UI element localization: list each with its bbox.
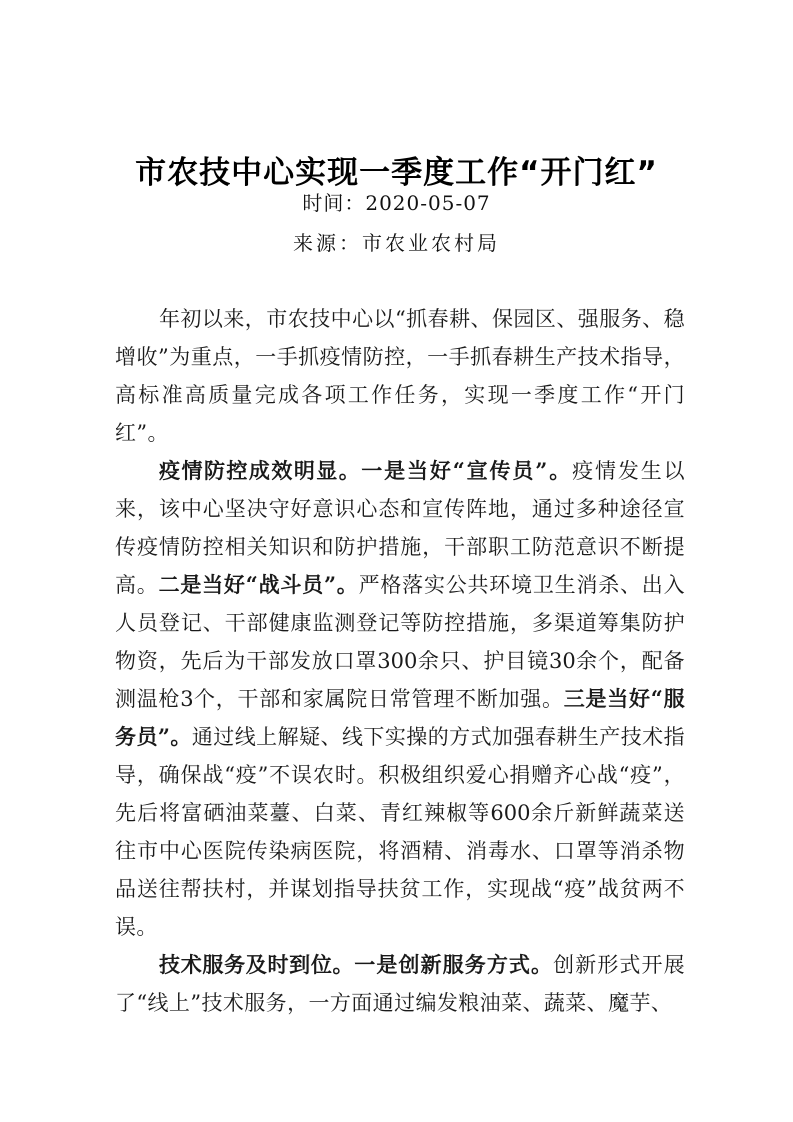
vegetables-count: 600 (490, 801, 531, 825)
subpoint-label-fighter: 二是当好“战斗员”。 (158, 572, 359, 597)
subpoint-text-server-a: 通过线上解疑、线下实操的方式加强春耕生产技术指导，确保战“疫”不误农时。积极组织爱心捐赠齐心战“疫”，先后将富硒油菜薹、白菜、青红辣椒等 (115, 725, 685, 825)
subpoint-label-innovate-service: 一是创新服务方式。 (354, 952, 554, 977)
subpoint-text-fighter-b: 余只、护目镜 (417, 649, 549, 673)
paragraph-intro: 年初以来，市农技中心以“抓春耕、保园区、强服务、稳增收”为重点，一手抓疫情防控，一手抓春耕生产技术指导，高标准高质量完成各项工作任务，实现一季度工作“开门红”。 (115, 307, 685, 445)
section-heading-technical-service: 技术服务及时到位。 (159, 953, 355, 977)
masks-count: 300 (377, 649, 418, 673)
document-body (115, 300, 685, 1022)
goggles-count: 30 (548, 649, 576, 673)
section-heading-epidemic-control: 疫情防控成效明显。 (159, 459, 362, 483)
subpoint-text-server-b: 余斤新鲜蔬菜送往市中心医院传染病医院，将酒精、消毒水、口罩等消杀物品送往帮扶村，并谋划指导扶贫工作，实现战“疫”战贫两不误。 (115, 801, 685, 939)
subpoint-text-fighter-a: 严格落实公共环境卫生消杀、出入人员登记、干部健康监测登记等防控措施，多渠道筹集防护物资，先后为干部发放口罩 (115, 573, 685, 673)
subpoint-text-publicist: 疫情发生以来，该中心坚决守好意识心态和宣传阵地，通过多种途径宣传疫情防控相关知识和防护措施，干部职工防范意识不断提高。 (115, 459, 686, 597)
subpoint-text-fighter-c: 余个，配备测温枪 (115, 649, 686, 711)
subpoint-text-fighter-d: 个，干部和家属院日常管理不断加强。 (193, 687, 564, 711)
page-title: 市农技中心实现一季度工作“开门红” (135, 154, 658, 191)
thermometer-count: 3 (180, 687, 194, 711)
paragraph-technical-service (115, 946, 685, 1022)
subpoint-label-publicist: 一是当好“宣传员”。 (361, 458, 573, 483)
paragraph-epidemic-control (115, 452, 685, 946)
document-date: 时间：2020-05-07 (302, 191, 491, 215)
subpoint-label-server: 三是当好“服务员”。 (115, 686, 685, 749)
document-source: 来源：市农业农村局 (293, 231, 500, 255)
subpoint-text-innovate-service: 创新形式开展了“线上”技术服务，一方面通过编发粮油菜、蔬菜、魔芋、 (115, 953, 685, 1015)
